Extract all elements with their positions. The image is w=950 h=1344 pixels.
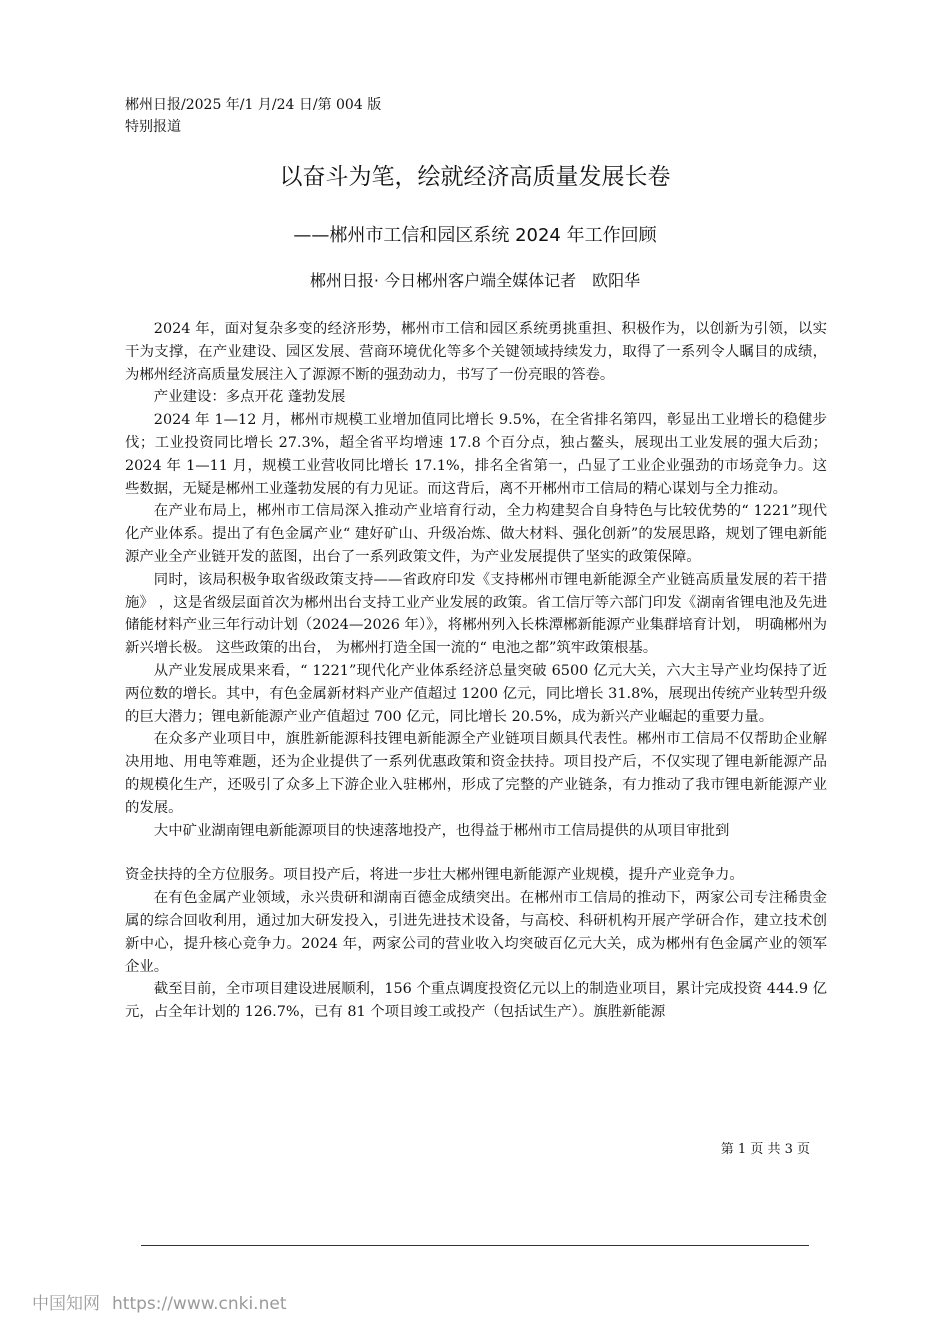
cnki-watermark: [32, 1292, 286, 1316]
paragraph: 在有色金属产业领域，永兴贵研和湖南百德金成绩突出。在郴州市工信局的推动下，两家公司专注稀贵金属的综合回收利用，通过加大研发投入，引进先进技术设备，与高校、科研机构开展产学研合作，建立技术创新中心，提升核心竞争力。2024 年，两家公司的营业收入均突破百亿元大关，成为郴州有色金属产业的领军企业。: [125, 890, 827, 975]
footer-divider: [141, 1245, 809, 1246]
paragraph: 截至目前，全市项目建设进展顺利，156 个重点调度投资亿元以上的制造业项目，累计完成投资 444.9 亿元，占全年计划的 126.7%，已有 81 个项目竣工或投产（包括试生产）。旗胜新能源: [125, 981, 827, 1021]
paragraph: 在产业布局上，郴州市工信局深入推动产业培育行动，全力构建契合自身特色与比较优势的“ 1221”现代化产业体系。提出了有色金属产业“ 建好矿山、升级冶炼、做大材料、强化创新”的发展思路，规划了锂电新能源产业全产业链开发的蓝图，出台了一系列政策文件，为产业发展提供了坚实的政策保障。: [125, 503, 827, 565]
article-byline: 郴州日报· 今日郴州客户端全媒体记者 欧阳华: [309, 271, 641, 290]
watermark-brand: 中国知网: [32, 1294, 100, 1314]
paragraph: 同时，该局积极争取省级政策支持——省政府印发《支持郴州市锂电新能源全产业链高质量发展的若干措施》 ，这是省级层面首次为郴州出台支持工业产业发展的政策。省工信厅等六部门印发《湖南省锂电池及先进储能材料产业三年行动计划（2024—2026 年）》，将郴州列入长株潭郴新能源产业集群培育计划， 明确郴州为新兴增长极。 这些政策的出台， 为郴州打造全国一流的“ 电池之都”筑牢政策根基。: [125, 571, 827, 657]
watermark-url: https://www.cnki.net: [112, 1294, 287, 1314]
article-body: [125, 318, 827, 1024]
paragraph-intro: 2024 年，面对复杂多变的经济形势，郴州市工信和园区系统勇挑重担、积极作为，以创新为引领，以实干为支撑，在产业建设、园区发展、营商环境优化等多个关键领域持续发力，取得了一系列令人瞩目的成绩，为郴州经济高质量发展注入了源源不断的强劲动力，书写了一份亮眼的答卷。: [125, 321, 827, 383]
source-line: 郴州日报/2025 年/1 月/24 日/第 004 版特别报道: [125, 97, 382, 135]
paragraph: 在众多产业项目中，旗胜新能源科技锂电新能源全产业链项目颇具代表性。郴州市工信局不仅帮助企业解决用地、用电等难题，还为企业提供了一系列优惠政策和资金扶持。项目投产后，不仅实现了锂电新能源产品的规模化生产，还吸引了众多上下游企业入驻郴州，形成了完整的产业链条，有力推动了我市锂电新能源产业的发展。: [125, 731, 827, 816]
paragraph: 从产业发展成果来看，“ 1221”现代化产业体系经济总量突破 6500 亿元大关，六大主导产业均保持了近两位数的增长。其中，有色金属新材料产业产值超过 1200 亿元，同比增长 31.8%，展现出传统产业转型升级的巨大潜力；锂电新能源产业产值超过 700 亿元，同比增长 20.5%，成为新兴产业崛起的重要力量。: [125, 662, 827, 725]
section-heading: 产业建设：多点开花 蓬勃发展: [153, 389, 346, 406]
page-number: 第 1 页 共 3 页: [720, 1142, 810, 1157]
article-subtitle: ——郴州市工信和园区系统 2024 年工作回顾: [293, 225, 657, 246]
paragraph: 2024 年 1—12 月，郴州市规模工业增加值同比增长 9.5%，在全省排名第四，彰显出工业增长的稳健步伐；工业投资同比增长 27.3%，超全省平均增速 17.8 个百分点，独占鳌头，展现出工业发展的强大后劲；2024 年 1—11 月，规模工业营收同比增长 17.1%，排名全省第一，凸显了工业企业强劲的市场竞争力。这些数据，无疑是郴州工业蓬勃发展的有力见证。而这背后，离不开郴州市工信局的精心谋划与全力推动。: [125, 412, 827, 497]
paragraph: 大中矿业湖南锂电新能源项目的快速落地投产，也得益于郴州市工信局提供的从项目审批到: [153, 822, 730, 839]
article-title: 以奋斗为笔，绘就经济高质量发展长卷: [279, 164, 671, 190]
paragraph-continued: 资金扶持的全方位服务。项目投产后，将进一步壮大郴州锂电新能源产业规模，提升产业竞争力。: [125, 867, 744, 884]
